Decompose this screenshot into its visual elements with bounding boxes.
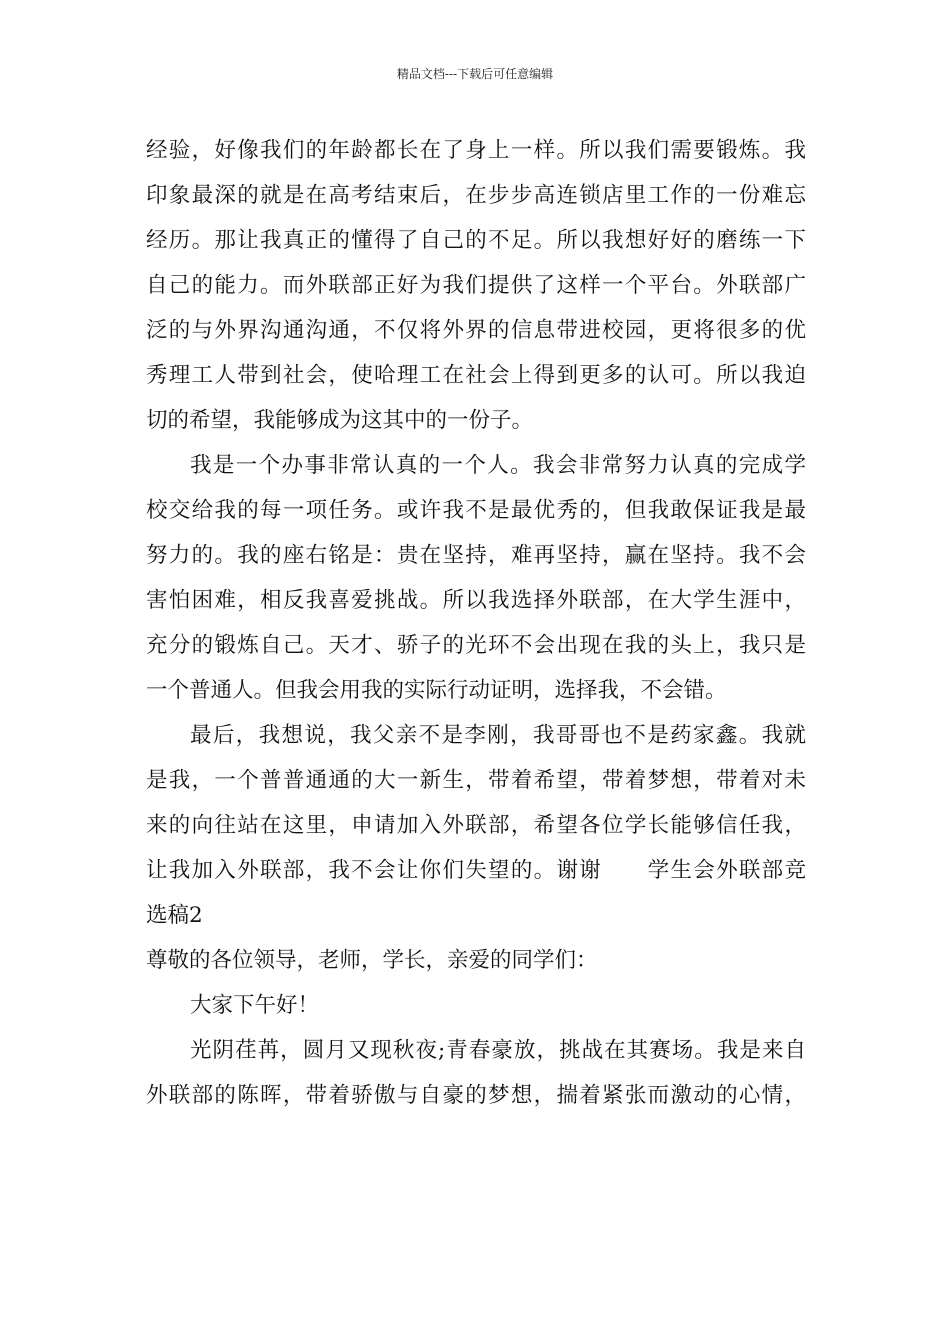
text-line: 充分的锻炼自己。天才、骄子的光环不会出现在我的头上，我只是 [146,633,806,658]
text-line: 害怕困难，相反我喜爱挑战。所以我选择外联部，在大学生涯中， [146,588,806,613]
text-line: 努力的。我的座右铭是：贵在坚持，难再坚持，赢在坚持。我不会 [146,543,806,568]
text-line: 光阴荏苒，圆月又现秋夜;青春豪放，挑战在其赛场。我是来自 [190,1038,806,1063]
text-line: 印象最深的就是在高考结束后，在步步高连锁店里工作的一份难忘 [146,183,806,208]
text-line: 让我加入外联部，我不会让你们失望的。谢谢 学生会外联部竞 [146,858,806,883]
text-line: 自己的能力。而外联部正好为我们提供了这样一个平台。外联部广 [146,273,806,298]
text-line: 大家下午好！ [190,993,320,1018]
text-line: 外联部的陈晖，带着骄傲与自豪的梦想，揣着紧张而激动的心情， [146,1083,806,1108]
text-line: 校交给我的每一项任务。或许我不是最优秀的，但我敢保证我是最 [146,498,806,523]
text-line: 经历。那让我真正的懂得了自己的不足。所以我想好好的磨练一下 [146,228,806,253]
document-body [146,128,806,1118]
text-line: 是我，一个普普通通的大一新生，带着希望，带着梦想，带着对未 [146,768,806,793]
text-line: 尊敬的各位领导，老师，学长，亲爱的同学们： [146,948,598,973]
page-header: 精品文档---下载后可任意编辑 [396,67,554,81]
text-line: 我是一个办事非常认真的一个人。我会非常努力认真的完成学 [190,453,806,478]
text-line: 泛的与外界沟通沟通，不仅将外界的信息带进校园，更将很多的优 [146,318,806,343]
text-line: 选稿2 [146,903,203,928]
text-line: 秀理工人带到社会，使哈理工在社会上得到更多的认可。所以我迫 [146,363,806,388]
text-line: 一个普通人。但我会用我的实际行动证明，选择我，不会错。 [146,678,727,703]
text-line: 经验，好像我们的年龄都长在了身上一样。所以我们需要锻炼。我 [146,138,806,163]
text-line: 最后，我想说，我父亲不是李刚，我哥哥也不是药家鑫。我就 [190,723,806,748]
text-line: 切的希望，我能够成为这其中的一份子。 [146,408,534,433]
text-line: 来的向往站在这里，申请加入外联部，希望各位学长能够信任我， [146,813,806,838]
